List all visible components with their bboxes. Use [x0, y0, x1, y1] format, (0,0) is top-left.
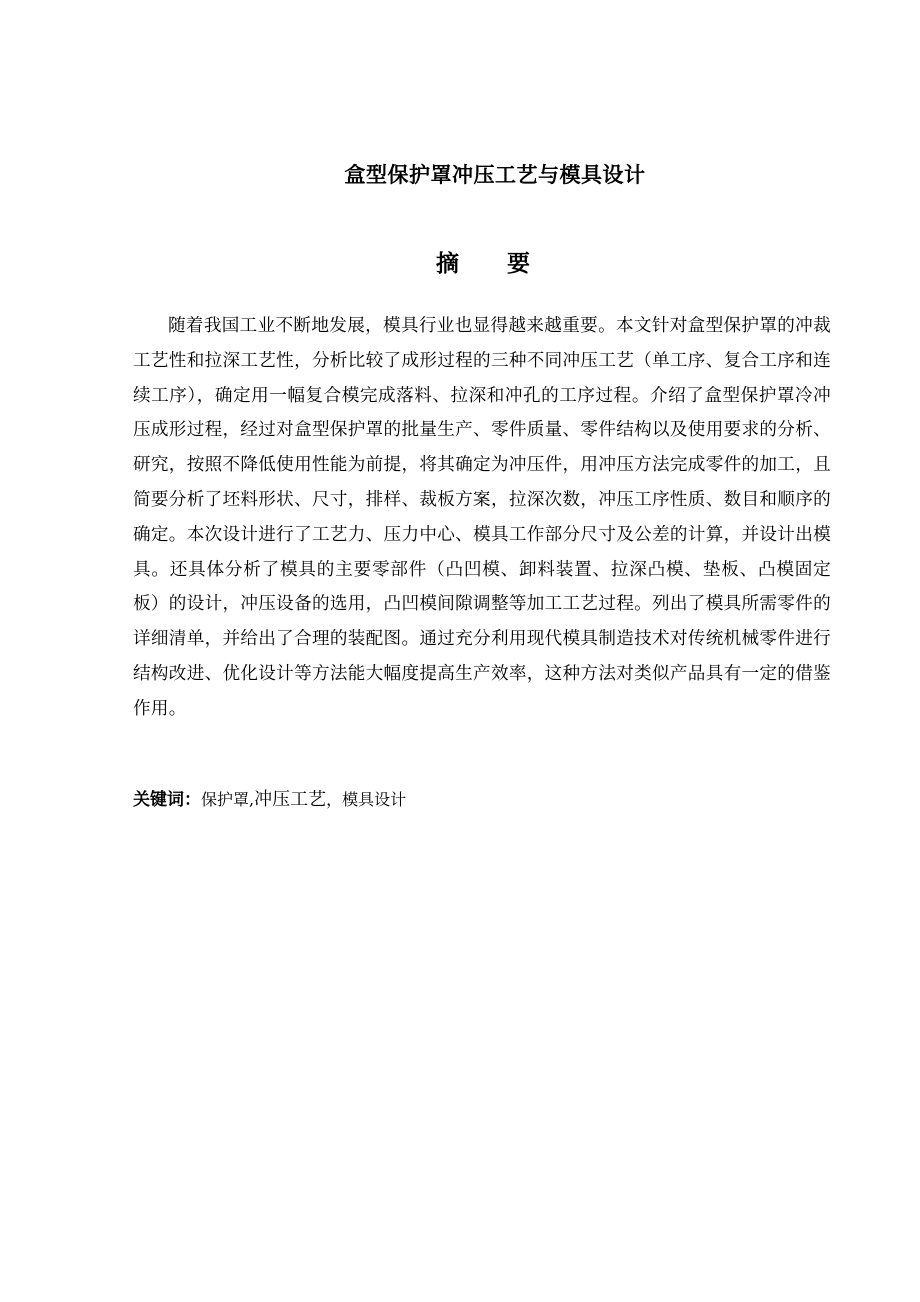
abstract-heading-char-2: 要	[507, 251, 530, 277]
keywords-line	[133, 786, 833, 814]
keyword-3: ，模具设计	[326, 790, 407, 809]
keyword-1: 保护罩,	[201, 790, 255, 809]
document-title: 盒型保护罩冲压工艺与模具设计	[344, 163, 646, 187]
keywords-label: 关键词：	[133, 790, 201, 810]
keyword-2: 冲压工艺	[254, 789, 327, 810]
abstract-paragraph: 随着我国工业不断地发展，模具行业也显得越来越重要。本文针对盒型保护罩的冲裁工艺性和拉深工艺性，分析比较了成形过程的三种不同冲压工艺（单工序、复合工序和连续工序），确定用一幅复合模完成落料、拉深和冲孔的工序过程。介绍了盒型保护罩冷冲压成形过程，经过对盒型保护罩的批量生产、零件质量、零件结构以及使用要求的分析、研究，按照不降低使用性能为前提，将其确定为冲压件，用冲压方法完成零件的加工，且简要分析了坯料形状、尺寸，排样、裁板方案，拉深次数，冲压工序性质、数目和顺序的确定。本次设计进行了工艺力、压力中心、模具工作部分尺寸及公差的计算，并设计出模具。还具体分析了模具的主要零部件（凸凹模、卸料装置、拉深凸模、垫板、凸模固定板）的设计，冲压设备的选用，凸凹模间隙调整等加工工艺过程。列出了模具所需零件的详细清单，并给出了合理的装配图。通过充分利用现代模具制造技术对传统机械零件进行结构改进、优化设计等方法能大幅度提高生产效率，这种方法对类似产品具有一定的借鉴作用。	[133, 316, 831, 719]
abstract-heading	[0, 248, 920, 280]
abstract-heading-char-1: 摘	[436, 251, 459, 277]
